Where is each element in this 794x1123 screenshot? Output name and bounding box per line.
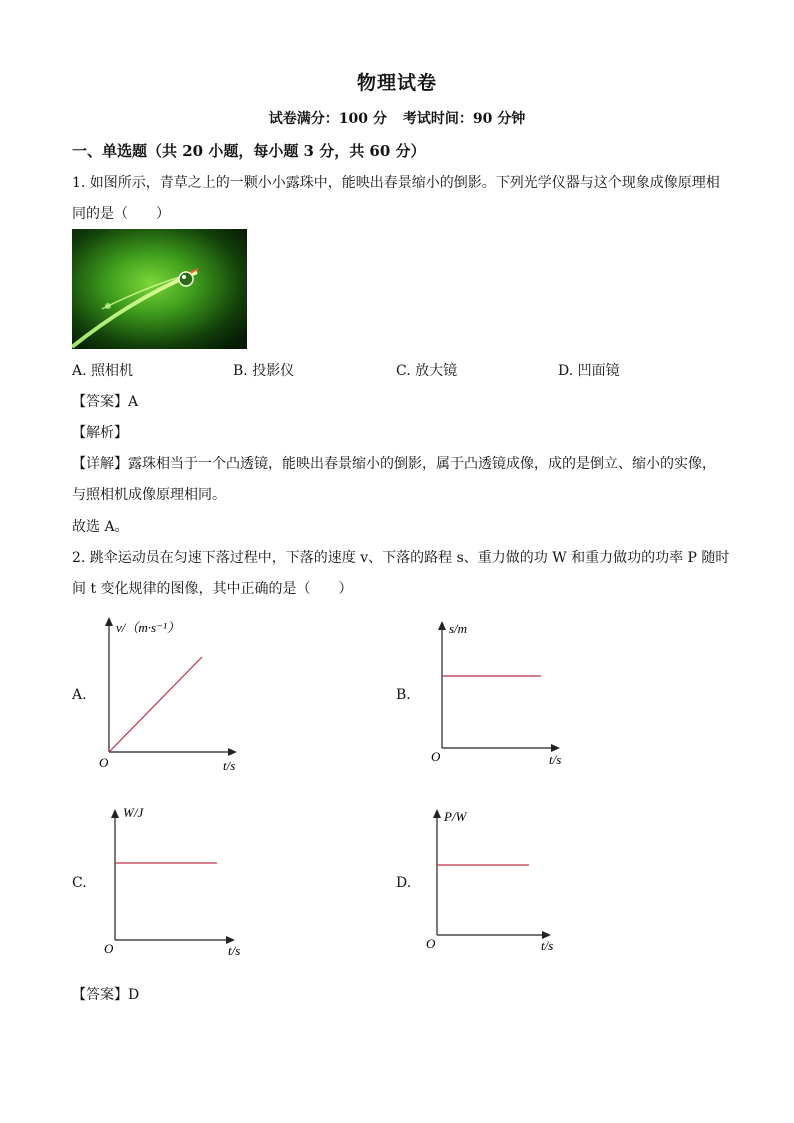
x-label: t/s [223,758,236,773]
origin-label: O [99,755,109,770]
exam-info [0,108,794,128]
q1-stem-line1: 1. 如图所示，青草之上的一颗小小露珠中，能映出春景缩小的倒影。下列光学仪器与这个现象成像原理相 [72,175,720,191]
x-axis-arrow [551,744,560,752]
q1-option-c [396,360,457,380]
answer-tag: 【答案】 [72,987,128,1003]
answer-value: D [128,987,140,1003]
option-text: 凹面镜 [577,363,620,379]
q1-detail-line1 [72,453,716,473]
y-label: P/W [444,809,467,824]
graph-d [420,800,570,960]
x-label: t/s [549,752,562,767]
graph-b-option: B. [396,687,411,703]
x-label: t/s [541,938,554,953]
q1-answer [72,391,138,411]
q2-stem-line2: 间 t 变化规律的图像，其中正确的是（ ） [72,581,353,597]
q1-stem-line2: 同的是（ ） [72,206,170,222]
origin-label: O [426,936,436,951]
page-title: 物理试卷 [356,72,437,94]
option-letter: C. [396,363,411,379]
y-axis-arrow [438,621,446,630]
option-letter: D. [558,363,574,379]
graph-b [425,612,575,772]
exam-time: 考试时间：90 分钟 [402,111,526,127]
q2-answer [72,984,139,1004]
y-axis-arrow [433,809,441,818]
y-axis-arrow [111,809,119,818]
detail-text: 露珠相当于一个凸透镜，能映出春景缩小的倒影，属于凸透镜成像，成的是倒立、缩小的实像， [128,456,716,472]
section-heading: 一、单选题（共 20 小题，每小题 3 分，共 60 分） [72,142,426,160]
option-text: 照相机 [91,363,134,379]
q1-conclusion: 故选 A。 [72,519,129,535]
full-score: 试卷满分：100 分 [268,111,387,127]
x-axis-arrow [228,748,237,756]
graph-c [98,800,258,965]
option-text: 放大镜 [415,363,458,379]
origin-label: O [431,749,441,764]
q2-stem-line1: 2. 跳伞运动员在匀速下落过程中，下落的速度 v、下落的路程 s、重力做的功 W 和重力做功的功率 P 随时 [72,550,730,566]
detail-tag: 【详解】 [72,456,128,472]
q1-option-b [233,360,294,380]
graph-d-option: D. [396,875,412,891]
graph-a-option: A. [72,687,87,703]
y-label: v/（m·s⁻¹） [116,620,180,635]
graph-a [92,612,262,777]
q1-option-d [558,360,620,380]
x-label: t/s [228,943,241,958]
q1-detail-line2: 与照相机成像原理相同。 [72,487,226,503]
answer-tag: 【答案】 [72,394,128,410]
q1-analysis-tag: 【解析】 [72,425,128,441]
y-label: W/J [123,805,144,820]
series-line [109,657,202,752]
dewdrop-photo [72,229,247,349]
y-axis-arrow [105,617,113,626]
graph-c-option: C. [72,875,87,891]
option-letter: A. [72,363,87,379]
q1-option-a [72,360,133,380]
option-letter: B. [233,363,248,379]
origin-label: O [104,941,114,956]
y-label: s/m [449,621,468,636]
answer-value: A [128,394,139,410]
option-text: 投影仪 [252,363,295,379]
